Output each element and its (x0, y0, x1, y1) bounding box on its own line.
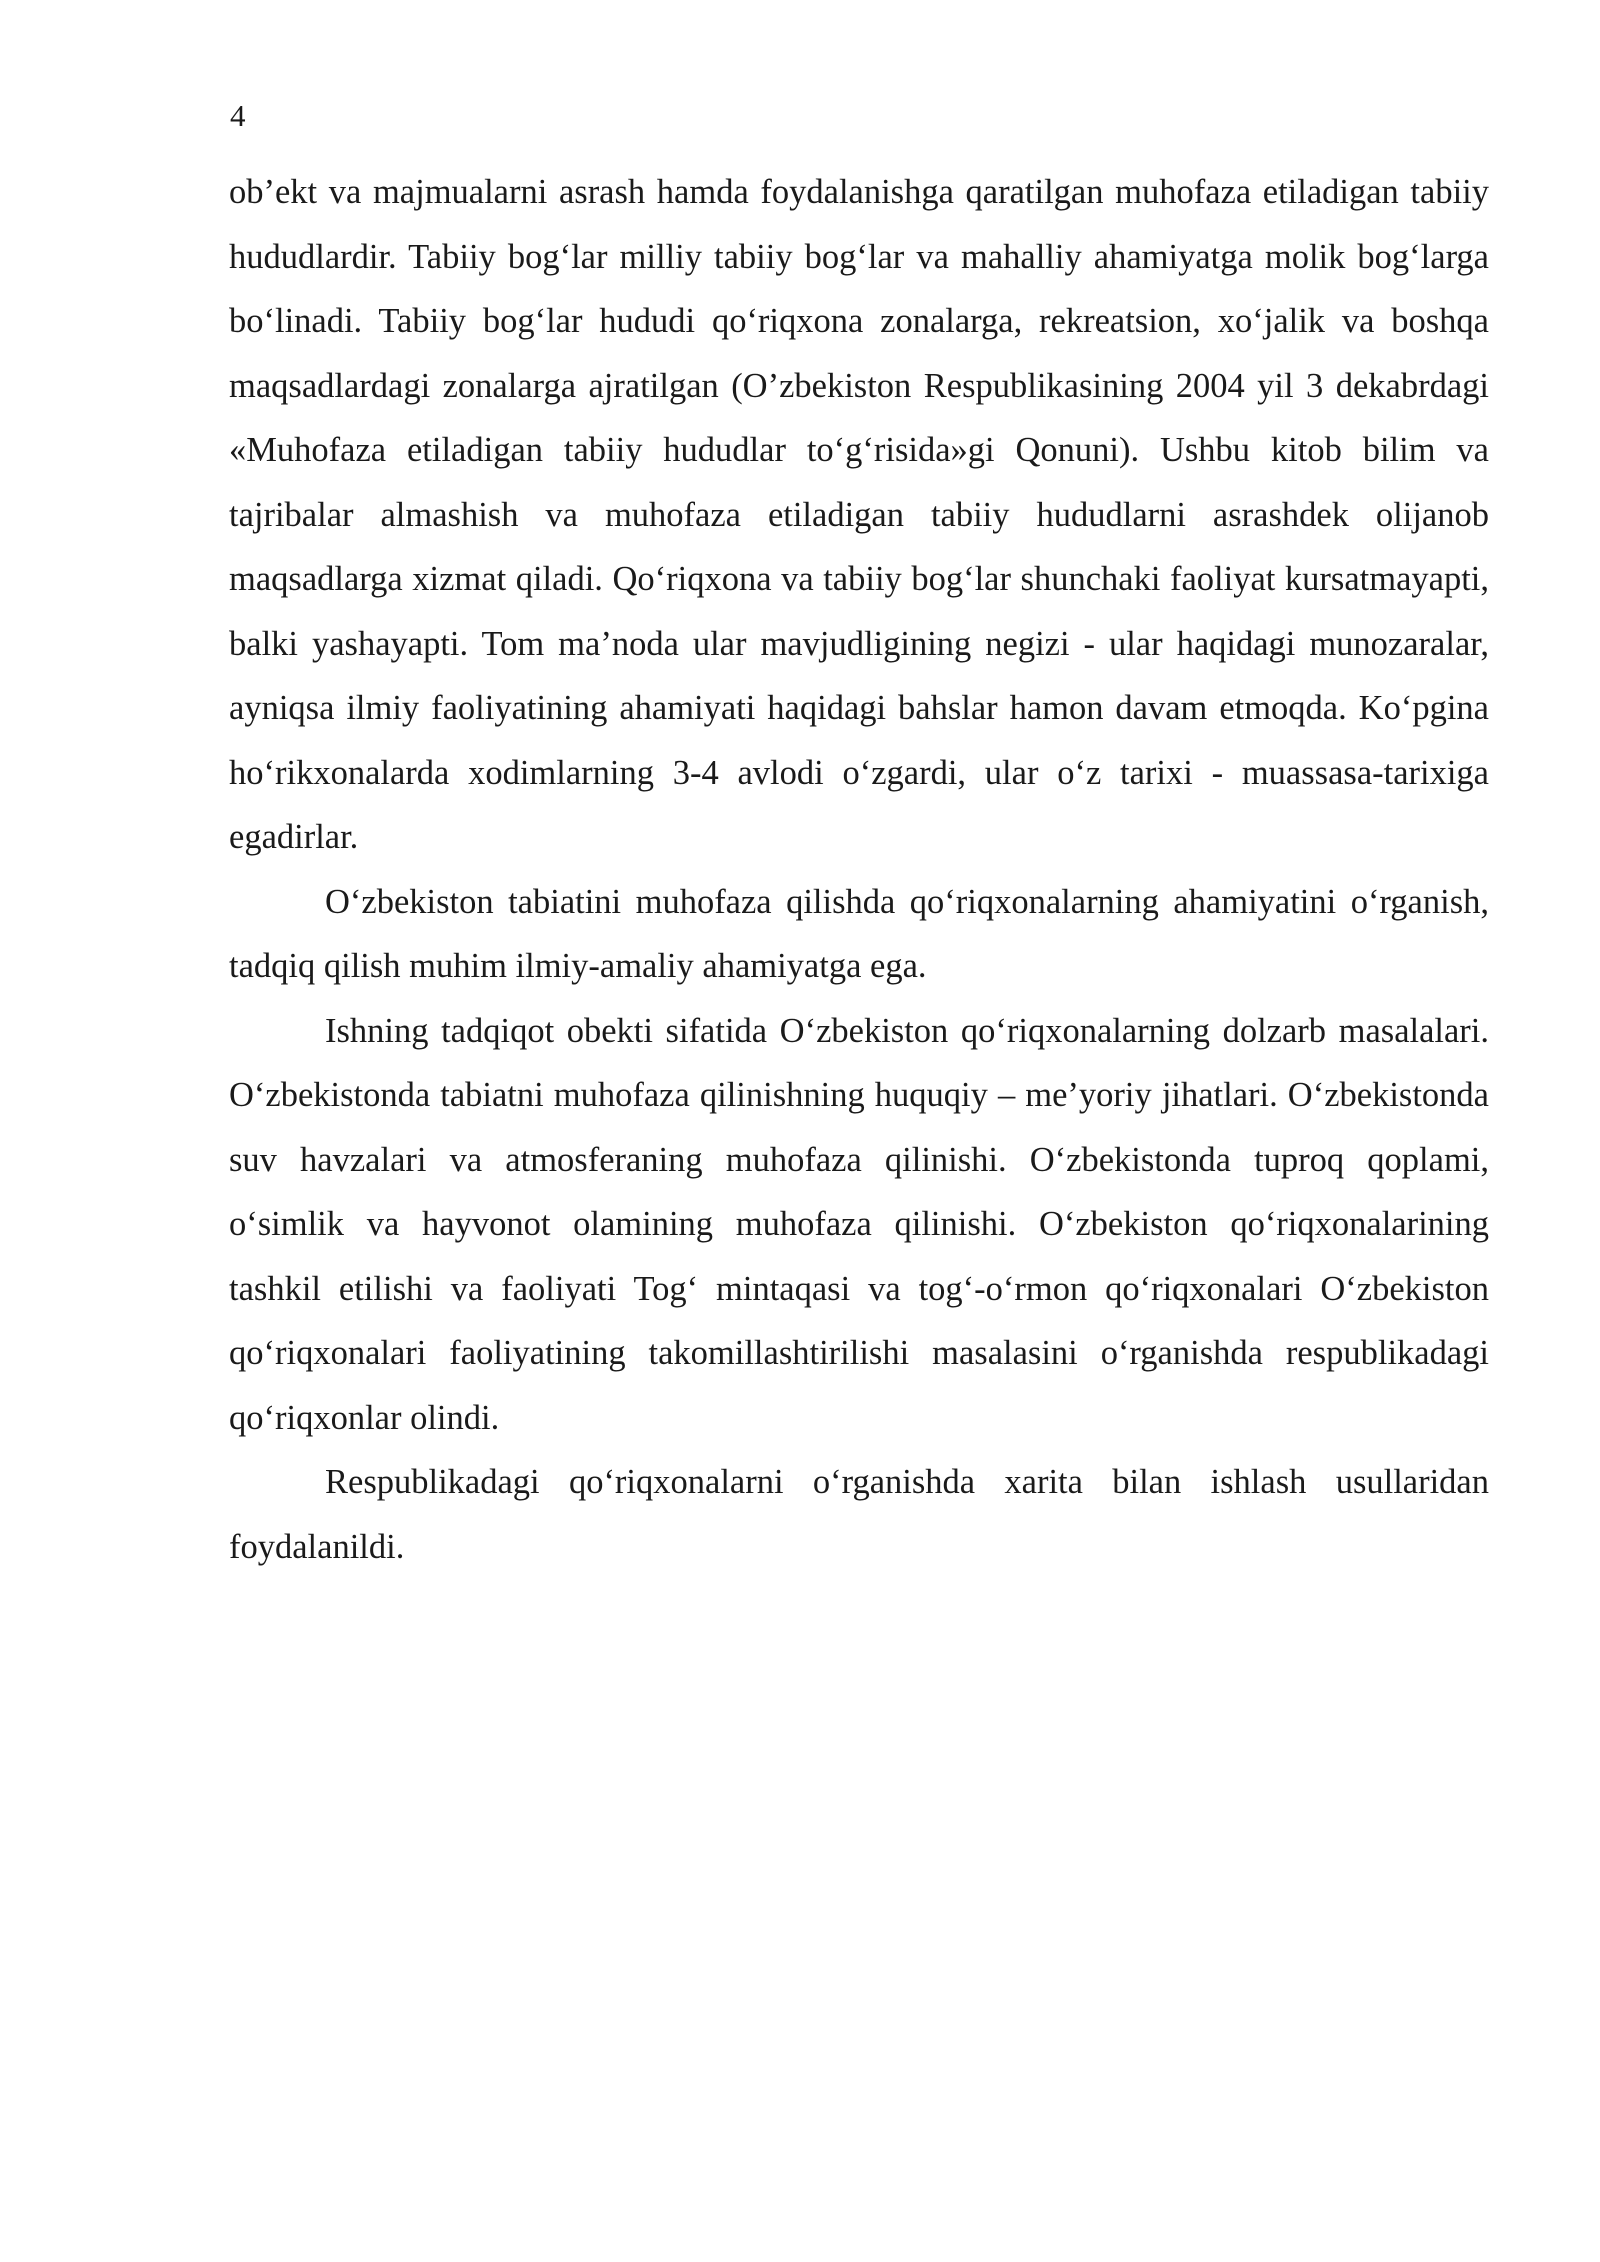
body-text (229, 160, 1489, 1579)
paragraph: Ishning tadqiqot obekti sifatida O‘zbekiston qo‘riqxonalarning dolzarb masalalari. O‘zbekistonda tabiatni muhofaza qilinishning huquqiy – me’yoriy jihatlari. O‘zbekistonda suv havzalari va atmosferaning muhofaza qilinishi. O‘zbekistonda tuproq qoplami, o‘simlik va hayvonot olamining muhofaza qilinishi. O‘zbekiston qo‘riqxonalarining tashkil etilishi va faoliyati Tog‘ mintaqasi va tog‘-o‘rmon qo‘riqxonalari O‘zbekiston qo‘riqxonalari faoliyatining takomillashtirilishi masalasini o‘rganishda respublikadagi qo‘riqxonlar olindi. (229, 1011, 1489, 1437)
page-number: 4 (230, 98, 246, 133)
paragraph: O‘zbekiston tabiatini muhofaza qilishda qo‘riqxonalarning ahamiyatini o‘rganish, tadqiq qilish muhim ilmiy-amaliy ahamiyatga ega. (229, 882, 1489, 985)
paragraph: Respublikadagi qo‘riqxonalarni o‘rganishda xarita bilan ishlash usullaridan foydalanildi. (229, 1463, 1489, 1566)
paragraph: ob’ekt va majmualarni asrash hamda foydalanishga qaratilgan muhofaza etiladigan tabiiy hududlardir. Tabiiy bog‘lar milliy tabiiy bog‘lar va mahalliy ahamiyatga molik bog‘larga bo‘linadi. Tabiiy bog‘lar hududi qo‘riqxona zonalarga, rekreatsion, xo‘jalik va boshqa maqsadlardagi zonalarga ajratilgan (O’zbekiston Respublikasining 2004 yil 3 dekabrdagi «Muhofaza etiladigan tabiiy hududlar to‘g‘risida»gi Qonuni). Ushbu kitob bilim va tajribalar almashish va muhofaza etiladigan tabiiy hududlarni asrashdek olijanob maqsadlarga xizmat qiladi. Qo‘riqxona va tabiiy bog‘lar shunchaki faoliyat kursatmayapti, balki yashayapti. Tom ma’noda ular mavjudligining negizi - ular haqidagi munozaralar, ayniqsa ilmiy faoliyatining ahamiyati haqidagi bahslar hamon davam etmoqda. Ko‘pgina ho‘rikxonalarda xodimlarning 3-4 avlodi o‘zgardi, ular o‘z tarixi - muassasa-tarixiga egadirlar. (229, 173, 1489, 856)
